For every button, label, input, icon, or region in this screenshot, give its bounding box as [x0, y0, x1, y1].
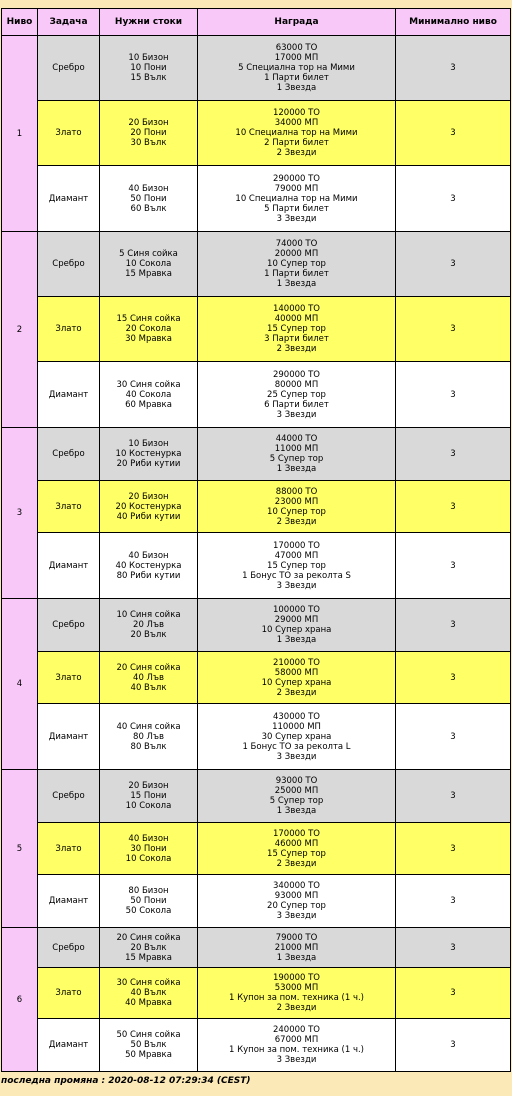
reward-cell: [198, 928, 396, 968]
reward-item: 10 Специална тор на Мими: [235, 193, 358, 204]
last-modified: последна промяна : 2020-08-12 07:29:34 (CEST): [1, 1076, 251, 1086]
table-row: [2, 704, 511, 770]
table-row: [2, 533, 511, 599]
needed-item: 15 Мравка: [125, 952, 172, 963]
needed-goods-cell: [100, 770, 198, 823]
min-level-cell: 3: [396, 481, 511, 533]
reward-item: 67000 МП: [274, 1035, 319, 1045]
needed-item: 40 Вълк: [130, 682, 167, 693]
needed-item: 15 Вълк: [130, 73, 167, 83]
reward-item: 190000 ТО: [272, 973, 321, 983]
reward-item: 240000 ТО: [272, 1025, 321, 1035]
min-level-cell: 3: [396, 362, 511, 428]
reward-item: 74000 ТО: [275, 239, 318, 249]
needed-goods-cell: [100, 968, 198, 1019]
reward-item: 1 Купон за пом. техника (1 ч.): [229, 1045, 364, 1055]
needed-item: 20 Бизон: [128, 491, 169, 502]
reward-item: 21000 МП: [274, 942, 319, 953]
needed-item: 40 Сокола: [125, 389, 172, 400]
task-cell: Сребро: [38, 232, 100, 297]
needed-item: 30 Пони: [130, 843, 167, 854]
reward-item: 10 Супер тор: [267, 259, 326, 269]
needed-item: 20 Пони: [130, 128, 167, 138]
needed-item: 40 Вълк: [130, 988, 167, 998]
reward-item: 340000 ТО: [272, 881, 321, 891]
reward-item: 3 Звезди: [276, 409, 317, 420]
needed-item: 40 Бизон: [128, 833, 169, 844]
level-cell: 5: [2, 770, 38, 928]
needed-item: 80 Лъв: [133, 731, 164, 742]
needed-item: 40 Риби кутии: [116, 511, 181, 522]
reward-item: 20000 МП: [274, 249, 319, 259]
table-row: [2, 875, 511, 928]
task-cell: Сребро: [38, 770, 100, 823]
needed-item: 80 Вълк: [130, 741, 167, 752]
needed-item: 50 Пони: [130, 896, 167, 906]
table-row: [2, 362, 511, 428]
reward-item: 1 Купон за пом. техника (1 ч.): [229, 993, 364, 1003]
needed-item: 15 Пони: [130, 791, 167, 801]
needed-item: 30 Синя сойка: [116, 978, 181, 988]
reward-item: 25 Супер тор: [267, 389, 326, 400]
reward-item: 5 Супер тор: [269, 454, 324, 464]
table-row: [2, 36, 511, 101]
reward-item: 1 Бонус ТО за реколта L: [242, 741, 351, 752]
level-cell: 6: [2, 928, 38, 1072]
reward-item: 10 Супер храна: [261, 625, 332, 635]
needed-goods-cell: [100, 1019, 198, 1072]
needed-item: 20 Костенурка: [115, 501, 182, 512]
reward-item: 10 Супер тор: [267, 506, 326, 517]
task-cell: Диамант: [38, 704, 100, 770]
needed-goods-cell: [100, 652, 198, 704]
needed-item: 5 Синя сойка: [119, 249, 178, 259]
task-cell: Злато: [38, 652, 100, 704]
needed-item: 20 Риби кутии: [116, 459, 181, 469]
needed-item: 20 Вълк: [130, 630, 167, 640]
reward-item: 210000 ТО: [272, 657, 321, 668]
reward-item: 2 Звезди: [276, 148, 317, 158]
reward-item: 25000 МП: [274, 786, 319, 796]
level-cell: 3: [2, 428, 38, 599]
needed-goods-cell: [100, 704, 198, 770]
reward-item: 44000 ТО: [275, 434, 318, 444]
reward-item: 1 Бонус ТО за реколта S: [242, 570, 351, 581]
reward-item: 110000 МП: [272, 721, 321, 732]
table-row: [2, 652, 511, 704]
reward-item: 17000 МП: [274, 53, 319, 63]
task-cell: Злато: [38, 481, 100, 533]
needed-item: 20 Сокола: [125, 324, 172, 334]
reward-item: 2 Звезди: [276, 687, 317, 698]
reward-item: 170000 ТО: [272, 540, 321, 551]
needed-item: 20 Бизон: [128, 118, 169, 128]
reward-cell: [198, 599, 396, 652]
reward-item: 34000 МП: [274, 118, 319, 128]
table-row: [2, 428, 511, 481]
reward-cell: [198, 704, 396, 770]
reward-item: 1 Звезда: [276, 464, 317, 474]
reward-item: 23000 МП: [274, 496, 319, 507]
reward-cell: [198, 652, 396, 704]
min-level-cell: 3: [396, 533, 511, 599]
table-row: [2, 1019, 511, 1072]
task-cell: Злато: [38, 968, 100, 1019]
needed-item: 10 Сокола: [125, 259, 172, 269]
reward-item: 20 Супер тор: [267, 901, 326, 911]
needed-goods-cell: [100, 232, 198, 297]
rewards-table: [1, 8, 511, 1072]
needed-item: 10 Пони: [130, 63, 167, 73]
level-cell: 2: [2, 232, 38, 428]
reward-item: 63000 ТО: [275, 43, 318, 53]
needed-goods-cell: [100, 362, 198, 428]
needed-item: 40 Бизон: [128, 183, 169, 194]
reward-item: 79000 ТО: [275, 932, 318, 943]
needed-item: 15 Синя сойка: [116, 314, 181, 324]
reward-item: 15 Супер тор: [267, 560, 326, 571]
min-level-cell: 3: [396, 428, 511, 481]
table-row: [2, 297, 511, 362]
reward-item: 15 Супер тор: [267, 324, 326, 334]
reward-item: 29000 МП: [274, 615, 319, 625]
min-level-cell: 3: [396, 101, 511, 166]
needed-item: 10 Костенурка: [115, 449, 182, 459]
needed-item: 40 Костенурка: [115, 560, 182, 571]
table-row: [2, 481, 511, 533]
reward-item: 1 Парти билет: [264, 269, 329, 279]
task-cell: Сребро: [38, 599, 100, 652]
reward-item: 30 Супер храна: [261, 731, 332, 742]
reward-cell: [198, 770, 396, 823]
reward-item: 10 Супер храна: [261, 677, 332, 688]
needed-item: 40 Бизон: [128, 550, 169, 561]
task-cell: Диамант: [38, 166, 100, 232]
needed-goods-cell: [100, 875, 198, 928]
table-body: [2, 36, 511, 1072]
reward-cell: [198, 36, 396, 101]
needed-item: 60 Мравка: [125, 399, 172, 410]
reward-item: 1 Звезда: [276, 635, 317, 645]
reward-item: 10 Специална тор на Мими: [235, 128, 358, 138]
task-cell: Диамант: [38, 533, 100, 599]
reward-item: 1 Звезда: [276, 806, 317, 816]
min-level-cell: 3: [396, 599, 511, 652]
needed-item: 10 Бизон: [128, 53, 169, 63]
reward-item: 5 Парти билет: [264, 203, 329, 214]
reward-cell: [198, 166, 396, 232]
reward-cell: [198, 1019, 396, 1072]
reward-item: 290000 ТО: [272, 369, 321, 380]
task-cell: Злато: [38, 297, 100, 362]
needed-item: 60 Вълк: [130, 203, 167, 214]
needed-item: 30 Мравка: [125, 334, 172, 344]
needed-goods-cell: [100, 36, 198, 101]
needed-item: 30 Вълк: [130, 138, 167, 148]
task-cell: Диамант: [38, 362, 100, 428]
reward-item: 47000 МП: [274, 550, 319, 561]
task-cell: Диамант: [38, 1019, 100, 1072]
reward-item: 1 Парти билет: [264, 73, 329, 83]
reward-item: 1 Звезда: [276, 83, 317, 93]
min-level-cell: 3: [396, 1019, 511, 1072]
min-level-cell: 3: [396, 297, 511, 362]
table-row: [2, 928, 511, 968]
needed-item: 50 Пони: [130, 193, 167, 204]
min-level-cell: 3: [396, 652, 511, 704]
reward-item: 2 Звезди: [276, 344, 317, 354]
min-level-cell: 3: [396, 36, 511, 101]
reward-cell: [198, 362, 396, 428]
needed-item: 50 Вълк: [130, 1040, 167, 1050]
table-row: [2, 232, 511, 297]
header-min-level: Минимално ниво: [396, 9, 511, 36]
needed-goods-cell: [100, 481, 198, 533]
reward-cell: [198, 232, 396, 297]
needed-item: 20 Синя сойка: [116, 932, 181, 943]
needed-item: 15 Мравка: [125, 269, 172, 279]
needed-item: 80 Бизон: [128, 886, 169, 896]
table-row: [2, 166, 511, 232]
needed-goods-cell: [100, 533, 198, 599]
needed-item: 40 Синя сойка: [116, 721, 181, 732]
reward-item: 170000 ТО: [272, 828, 321, 839]
reward-item: 2 Звезди: [276, 858, 317, 869]
header-reward: Награда: [198, 9, 396, 36]
reward-item: 3 Звезди: [276, 751, 317, 762]
reward-item: 6 Парти билет: [264, 399, 329, 410]
reward-item: 3 Звезди: [276, 1055, 317, 1065]
needed-item: 10 Синя сойка: [116, 610, 181, 620]
needed-item: 50 Мравка: [125, 1050, 172, 1060]
min-level-cell: 3: [396, 875, 511, 928]
reward-cell: [198, 101, 396, 166]
level-cell: 4: [2, 599, 38, 770]
needed-item: 10 Сокола: [125, 801, 172, 811]
task-cell: Сребро: [38, 428, 100, 481]
needed-goods-cell: [100, 428, 198, 481]
needed-item: 20 Лъв: [133, 620, 164, 630]
reward-item: 120000 ТО: [272, 108, 321, 118]
header-task: Задача: [38, 9, 100, 36]
needed-item: 40 Лъв: [133, 672, 164, 683]
reward-item: 1 Звезда: [276, 279, 317, 289]
reward-item: 79000 МП: [274, 183, 319, 194]
reward-item: 3 Звезди: [276, 911, 317, 921]
reward-item: 40000 МП: [274, 314, 319, 324]
reward-item: 93000 ТО: [275, 776, 318, 786]
reward-cell: [198, 481, 396, 533]
reward-item: 15 Супер тор: [267, 848, 326, 859]
header-level: Ниво: [2, 9, 38, 36]
reward-item: 5 Супер тор: [269, 796, 324, 806]
needed-item: 50 Синя сойка: [116, 1030, 181, 1040]
reward-item: 140000 ТО: [272, 304, 321, 314]
table-row: [2, 968, 511, 1019]
needed-goods-cell: [100, 823, 198, 875]
reward-cell: [198, 297, 396, 362]
reward-item: 80000 МП: [274, 379, 319, 390]
reward-item: 2 Парти билет: [264, 138, 329, 148]
reward-item: 58000 МП: [274, 667, 319, 678]
needed-item: 30 Синя сойка: [116, 379, 181, 390]
task-cell: Злато: [38, 101, 100, 166]
needed-item: 20 Синя сойка: [116, 662, 181, 673]
table-row: [2, 101, 511, 166]
table-row: [2, 823, 511, 875]
reward-item: 11000 МП: [274, 444, 319, 454]
reward-cell: [198, 875, 396, 928]
table-row: [2, 770, 511, 823]
table-row: [2, 599, 511, 652]
reward-cell: [198, 428, 396, 481]
min-level-cell: 3: [396, 704, 511, 770]
reward-item: 2 Звезди: [276, 1003, 317, 1013]
min-level-cell: 3: [396, 928, 511, 968]
needed-goods-cell: [100, 166, 198, 232]
needed-item: 80 Риби кутии: [116, 570, 181, 581]
reward-item: 290000 ТО: [272, 173, 321, 184]
task-cell: Злато: [38, 823, 100, 875]
header-row: [2, 9, 511, 36]
needed-item: 10 Сокола: [125, 853, 172, 864]
min-level-cell: 3: [396, 770, 511, 823]
needed-item: 20 Бизон: [128, 781, 169, 791]
reward-item: 1 Звезда: [276, 952, 317, 963]
needed-goods-cell: [100, 101, 198, 166]
reward-cell: [198, 533, 396, 599]
header-needed-goods: Нужни стоки: [100, 9, 198, 36]
reward-item: 3 Парти билет: [264, 334, 329, 344]
needed-goods-cell: [100, 599, 198, 652]
reward-item: 430000 ТО: [272, 711, 321, 722]
reward-item: 93000 МП: [274, 891, 319, 901]
level-cell: 1: [2, 36, 38, 232]
reward-item: 3 Звезди: [276, 213, 317, 224]
reward-cell: [198, 823, 396, 875]
needed-item: 50 Сокола: [125, 906, 172, 916]
needed-item: 20 Вълк: [130, 942, 167, 953]
min-level-cell: 3: [396, 232, 511, 297]
reward-item: 5 Специална тор на Мими: [238, 63, 355, 73]
min-level-cell: 3: [396, 166, 511, 232]
min-level-cell: 3: [396, 968, 511, 1019]
needed-goods-cell: [100, 928, 198, 968]
reward-item: 46000 МП: [274, 838, 319, 849]
reward-cell: [198, 968, 396, 1019]
needed-item: 40 Мравка: [125, 998, 172, 1008]
reward-item: 100000 ТО: [272, 605, 321, 615]
reward-item: 53000 МП: [274, 983, 319, 993]
reward-item: 2 Звезди: [276, 516, 317, 527]
reward-item: 88000 ТО: [275, 486, 318, 497]
reward-item: 3 Звезди: [276, 580, 317, 591]
needed-item: 10 Бизон: [128, 439, 169, 449]
task-cell: Сребро: [38, 36, 100, 101]
task-cell: Сребро: [38, 928, 100, 968]
task-cell: Диамант: [38, 875, 100, 928]
needed-goods-cell: [100, 297, 198, 362]
min-level-cell: 3: [396, 823, 511, 875]
